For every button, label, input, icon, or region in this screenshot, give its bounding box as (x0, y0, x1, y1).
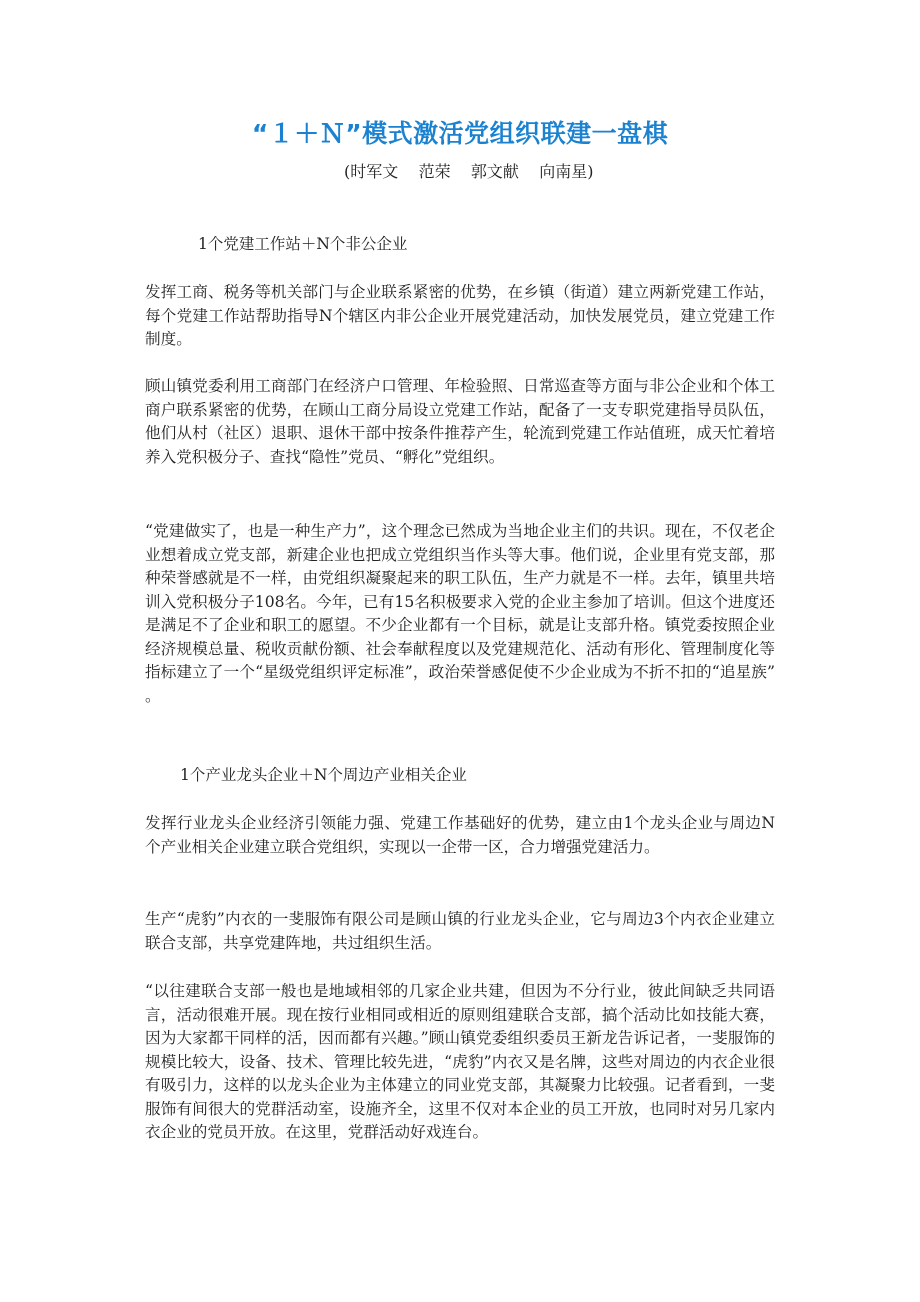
paragraph: “以往建联合支部一般也是地域相邻的几家企业共建，但因为不分行业，彼此间缺乏共同语言，活动很难开展。现在按行业相同或相近的原则组建联合支部，搞个活动比如技能大赛，因为大家都干同样的活，因而都有兴趣。”顾山镇党委组织委员王新龙告诉记者，一斐服饰的规模比较大，设备、技术、管理比较先进，“虎豹”内衣又是名牌，这些对周边的内衣企业很有吸引力，这样的以龙头企业为主体建立的同业党支部，其凝聚力比较强。记者看到，一斐服饰有间很大的党群活动室，设施齐全，这里不仅对本企业的员工开放，也同时对另几家内衣企业的党员开放。在这里，党群活动好戏连台。 (145, 982, 775, 1141)
section-heading-workstation: 1个党建工作站＋N个非公企业 (198, 235, 408, 253)
paragraph: 发挥行业龙头企业经济引领能力强、党建工作基础好的优势，建立由1个龙头企业与周边N个产业相关企业建立联合党组织，实现以一企带一区，合力增强党建活力。 (145, 814, 775, 856)
author-line: (时军文 范荣 郭文献 向南星) (344, 162, 594, 181)
paragraph: 生产“虎豹”内衣的一斐服饰有限公司是顾山镇的行业龙头企业，它与周边3个内衣企业建立联合支部，共享党建阵地，共过组织生活。 (145, 910, 775, 952)
paragraph: 顾山镇党委利用工商部门在经济户口管理、年检验照、日常巡查等方面与非公企业和个体工商户联系紧密的优势，在顾山工商分局设立党建工作站，配备了一支专职党建指导员队伍，他们从村（社区）退职、退休干部中按条件推荐产生，轮流到党建工作站值班，成天忙着培养入党积极分子、查找“隐性”党员、“孵化”党组织。 (145, 377, 775, 466)
paragraph: “党建做实了，也是一种生产力”，这个理念已然成为当地企业主们的共识。现在，不仅老企业想着成立党支部，新建企业也把成立党组织当作头等大事。他们说，企业里有党支部，那种荣誉感就是不一样，由党组织凝聚起来的职工队伍，生产力就是不一样。去年，镇里共培训入党积极分子108名。今年，已有15名积极要求入党的企业主参加了培训。但这个进度还是满足不了企业和职工的愿望。不少企业都有一个目标，就是让支部升格。镇党委按照企业经济规模总量、税收贡献份额、社会奉献程度以及党建规范化、活动有形化、管理制度化等指标建立了一个“星级党组织评定标准”，政治荣誉感促使不少企业成为不折不扣的“追星族”。 (145, 522, 775, 705)
paragraph: 发挥工商、税务等机关部门与企业联系紧密的优势，在乡镇（街道）建立两新党建工作站，每个党建工作站帮助指导N个辖区内非公企业开展党建活动，加快发展党员，建立党建工作制度。 (145, 283, 775, 348)
document-title: “１＋Ｎ”模式激活党组织联建一盘棋 (251, 119, 669, 148)
section-heading-leading-enterprise: 1个产业龙头企业＋N个周边产业相关企业 (180, 766, 467, 784)
